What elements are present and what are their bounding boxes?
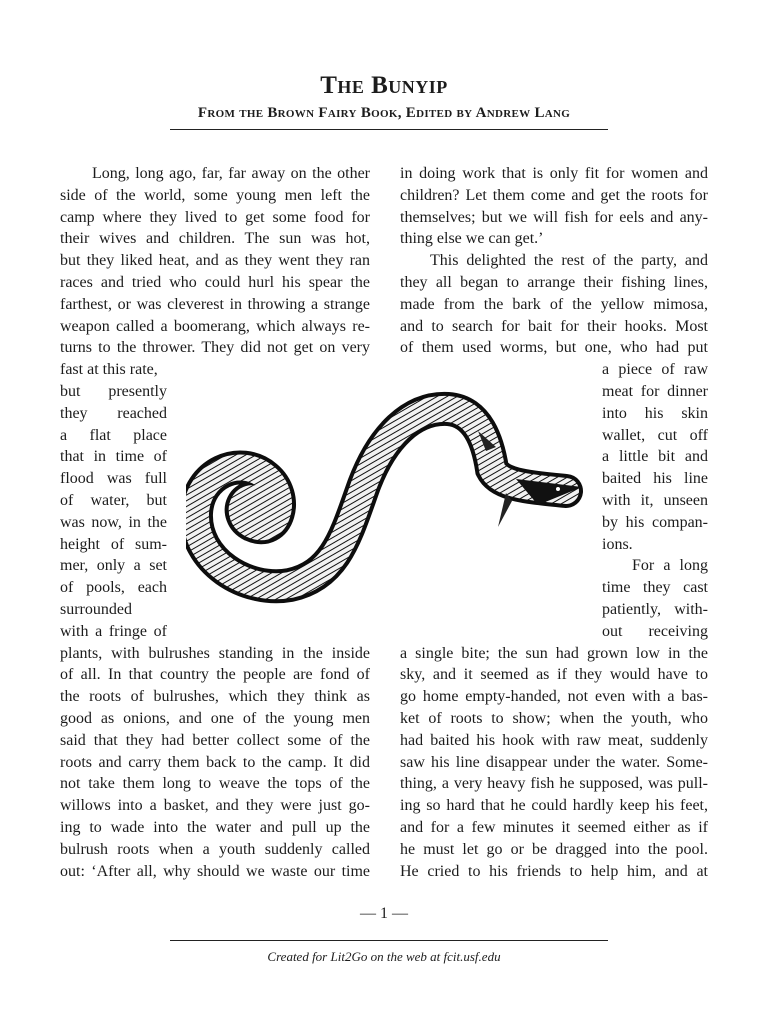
left-column-line: a flat place (60, 426, 167, 444)
page-subtitle: From the Brown Fairy Book, Edited by Andrew Lang (197, 105, 571, 121)
right-column-line: wallet, cut off (602, 426, 708, 444)
right-column-line: a single bite; the sun had grown low in the (400, 644, 708, 662)
right-column-line: and to search for bait for their hooks. Most (400, 317, 708, 335)
left-column-line: races and tried who could hurl his spear the (60, 274, 370, 291)
left-column-line: height of sum- (60, 535, 167, 553)
eel-illustration (186, 385, 590, 615)
left-column-line: side of the world, some young men left the (60, 186, 370, 204)
left-column-line: but they liked heat, and as they went they ran (60, 252, 370, 270)
left-column-line: camp where they lived to get some food for (60, 208, 370, 226)
right-column-line: had baited his hook with raw meat, suddenly (400, 731, 708, 749)
left-column-line: plants, with bulrushes standing in the inside (60, 644, 370, 662)
left-column-line: flood was full (60, 470, 167, 488)
right-column-line: ket of roots to show; when the youth, who (400, 710, 708, 727)
right-column-line: He cried to his friends to help him, and at (400, 862, 708, 880)
left-column-line: but presently (60, 383, 167, 400)
left-column-line: of pools, each (60, 579, 167, 597)
right-column-line: a little bit and (602, 448, 708, 466)
right-column-line: a piece of raw (602, 361, 708, 379)
left-column-line: not take them long to weave the tops of the (60, 775, 370, 793)
right-column-line: ions. (602, 535, 633, 553)
left-column-line: ing to wade into the water and pull up the (60, 819, 370, 836)
left-column-line: out: ‘After all, why should we waste our time (60, 862, 370, 880)
page-title: The Bunyip (320, 72, 448, 99)
right-column-line: go home empty-handed, not even with a bas- (400, 688, 708, 706)
right-column-line: thing, a very heavy fish he supposed, was pull- (400, 775, 708, 793)
right-column-line: out receiving (602, 622, 708, 640)
left-column-line: they reached (60, 404, 167, 422)
right-column-line: This delighted the rest of the party, and (430, 252, 708, 270)
right-column-line: For a long (632, 557, 708, 575)
right-column-line: baited his line (602, 470, 708, 488)
left-column-line: farthest, or was cleverest in throwing a strange (60, 295, 370, 313)
left-column-line: bulrush roots when a youth suddenly called (60, 840, 370, 858)
left-column-line: Long, long ago, far, far away on the other (92, 165, 370, 182)
left-column-line: that in time of (60, 448, 167, 466)
right-column-line: time they cast (602, 579, 708, 597)
right-column-line: he must let go or be dragged into the pool. (400, 840, 708, 858)
left-column-line: their wives and children. The sun was hot, (60, 230, 370, 248)
left-column-line: of water, but (60, 492, 167, 509)
page-number: — 1 — (360, 905, 408, 922)
left-column-line: of all. In that country the people are fond of (60, 666, 370, 684)
right-column-line: themselves; but we will fish for eels and any- (400, 208, 708, 226)
right-column-line: into his skin (602, 404, 708, 422)
right-column-line: with it, unseen (602, 492, 708, 509)
right-column-line: they all began to arrange their fishing lines, (400, 274, 708, 291)
right-column-line: made from the bark of the yellow mimosa, (400, 295, 708, 313)
footer-credit: Created for Lit2Go on the web at fcit.usf.edu (267, 949, 501, 964)
right-column-line: of them used worms, but one, who had put (400, 339, 708, 357)
left-column-line: fast at this rate, (60, 361, 158, 379)
right-column-line: meat for dinner (602, 383, 708, 400)
header-rule (170, 129, 608, 130)
right-column-line: children? Let them come and get the roots for (400, 186, 708, 204)
left-column-line: willows into a basket, and they were just go- (60, 797, 370, 815)
left-column-line: surrounded (60, 601, 132, 618)
left-column-line: turns to the thrower. They did not get on very (60, 339, 370, 357)
right-column-line: and for a few minutes it seemed either as if (400, 819, 708, 836)
left-column-line: weapon called a boomerang, which always re- (60, 317, 370, 335)
left-column-line: mer, only a set (60, 557, 167, 575)
left-column-line: was now, in the (60, 513, 167, 531)
right-column-line: saw his line disappear under the water. Some- (400, 753, 708, 771)
right-column-line: ing so hard that he could hardly keep his feet, (400, 797, 708, 815)
footer-rule (170, 940, 608, 941)
right-column-line: in doing work that is only fit for women and (400, 165, 708, 182)
left-column-line: good as onions, and one of the young men (60, 710, 370, 727)
right-column-line: sky, and it seemed as if they would have to (400, 666, 708, 684)
left-column-line: with a fringe of (60, 622, 167, 640)
left-column-line: said that they had better collect some of the (60, 731, 370, 749)
right-column-line: by his compan- (602, 513, 708, 531)
right-column-line: thing else we can get.’ (400, 230, 544, 248)
left-column-line: roots and carry them back to the camp. It did (60, 753, 370, 771)
left-column-line: the roots of bulrushes, which they think as (60, 688, 370, 706)
right-column-line: patiently, with- (602, 601, 708, 618)
